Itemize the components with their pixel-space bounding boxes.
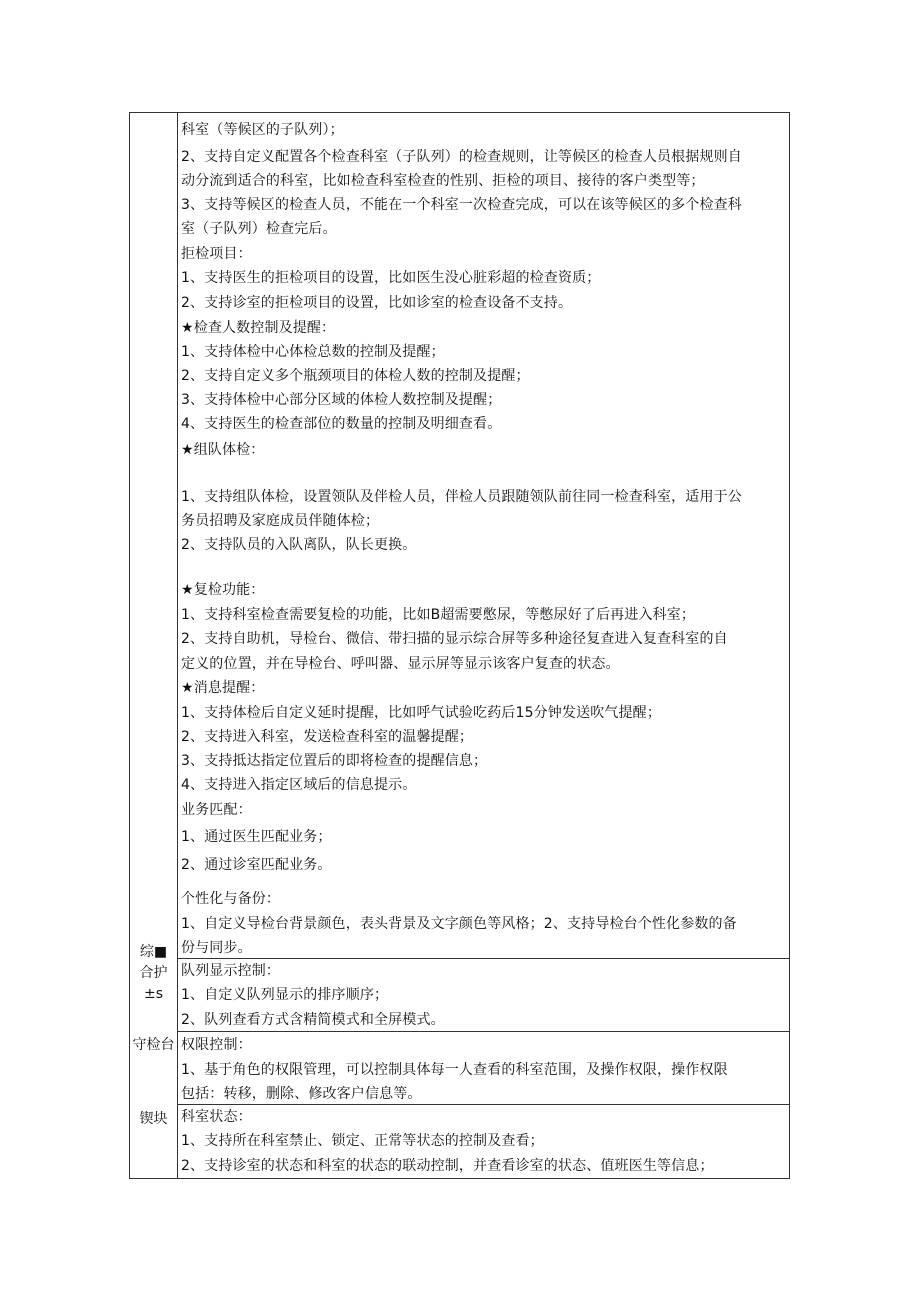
text-line: 份与同步。 (181, 940, 252, 956)
section-heading: 科室状态： (181, 1109, 252, 1125)
requirements-table (129, 112, 790, 1179)
module-label-line-2: 合护 (139, 965, 168, 981)
section-heading: ★组队体检： (181, 442, 265, 458)
text-line: 室（子队列）检查完后。 (181, 221, 337, 237)
text-line: 2、支持自助机，导检台、微信、带扫描的显示综合屏等多种途径复查进入复查科室的自 (181, 631, 728, 647)
row-divider (178, 1104, 789, 1105)
section-heading: 权限控制： (181, 1037, 252, 1053)
text-line: 2、支持诊室的状态和科室的状态的联动控制，并查看诊室的状态、值班医生等信息； (181, 1158, 714, 1174)
text-line: 2、支持诊室的拒检项目的设置，比如诊室的检查设备不支持。 (181, 295, 573, 311)
text-line: 1、基于角色的权限管理，可以控制具体每一人查看的科室范围，及操作权限，操作权限 (181, 1062, 728, 1078)
module-name-cell (130, 113, 178, 1178)
text-line: 3、支持体检中心部分区域的体检人数控制及提醒； (181, 392, 502, 408)
text-line: 2、支持自定义多个瓶颈项目的体检人数的控制及提醒； (181, 368, 530, 384)
section-heading: 业务匹配： (181, 802, 252, 818)
module-label-line-5: 锲块 (139, 1111, 168, 1127)
text-line: 1、自定义导检台背景颜色，表头背景及文字颜色等风格；2、支持导检台个性化参数的备 (181, 916, 737, 932)
text-line: 4、支持进入指定区域后的信息提示。 (181, 777, 417, 793)
section-heading: 队列显示控制： (181, 963, 281, 979)
text-line: 2、支持自定义配置各个检查科室（子队列）的检查规则，让等候区的检查人员根据规则自 (181, 149, 742, 165)
module-label-line-1: 综■ (139, 944, 168, 960)
text-line: 1、自定义队列显示的排序顺序； (181, 987, 389, 1003)
feature-description-column (178, 113, 789, 1178)
section-heading: 拒检项目： (181, 246, 252, 262)
text-line: 2、支持队员的入队离队，队长更换。 (181, 537, 417, 553)
text-line: 1、通过医生匹配业务； (181, 829, 332, 845)
text-line: 1、支持所在科室禁止、锁定、正常等状态的控制及查看； (181, 1133, 544, 1149)
text-line: 2、队列查看方式含精简模式和全屏模式。 (181, 1012, 445, 1028)
module-label-line-3: ±s (143, 986, 164, 1002)
section-heading: 个性化与备份： (181, 891, 281, 907)
text-line: 2、通过诊室匹配业务。 (181, 857, 332, 873)
text-line: 科室（等候区的子队列）； (181, 122, 344, 138)
text-line: 3、支持抵达指定位置后的即将检查的提醒信息； (181, 753, 488, 769)
module-label-line-4: 守检台 (132, 1037, 175, 1053)
section-heading: ★消息提醒： (181, 680, 265, 696)
text-line: 1、支持组队体检，设置领队及伴检人员，伴检人员跟随领队前往同一检查科室，适用于公 (181, 489, 742, 505)
text-line: 包括：转移，删除、修改客户信息等。 (181, 1086, 422, 1102)
text-line: 1、支持医生的拒检项目的设置，比如医生没心脏彩超的检查资质； (181, 270, 601, 286)
text-line: 4、支持医生的检查部位的数量的控制及明细查看。 (181, 416, 502, 432)
text-line: 务员招聘及家庭成员伴随体检； (181, 513, 380, 529)
text-line: 定义的位置，并在导检台、呼叫器、显示屏等显示该客户复查的状态。 (181, 656, 620, 672)
row-divider (178, 958, 789, 959)
text-line: 2、支持进入科室，发送检查科室的温馨提醒； (181, 729, 474, 745)
section-heading: ★复检功能： (181, 582, 265, 598)
text-line: 1、支持科室检查需要复检的功能，比如B超需要憋尿，等憋尿好了后再进入科室； (181, 607, 696, 623)
text-line: 1、支持体检后自定义延时提醒，比如呼气试验吃药后15分钟发送吹气提醒； (181, 705, 661, 721)
row-divider (178, 1031, 789, 1032)
text-line: 动分流到适合的科室，比如检查科室检查的性别、拒检的项目、接待的客户类型等； (181, 173, 705, 189)
section-heading: ★检查人数控制及提醒： (181, 320, 336, 336)
text-line: 1、支持体检中心体检总数的控制及提醒； (181, 344, 445, 360)
text-line: 3、支持等候区的检查人员，不能在一个科室一次检查完成，可以在该等候区的多个检查科 (181, 197, 742, 213)
